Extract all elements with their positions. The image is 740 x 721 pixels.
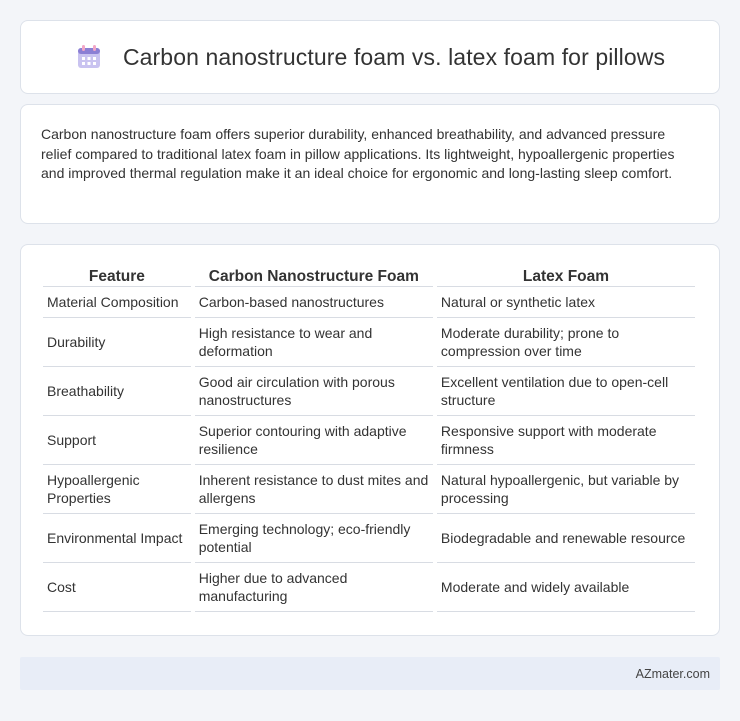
title-card: [20, 20, 720, 94]
row-carbon-value: High resistance to wear and deformation: [195, 318, 433, 367]
row-latex-value: Moderate durability; prone to compression over time: [437, 318, 695, 367]
comparison-table: [39, 265, 699, 612]
header-feature: Feature: [43, 265, 191, 287]
table-row: [43, 367, 695, 416]
row-latex-value: Natural hypoallergenic, but variable by processing: [437, 465, 695, 514]
row-latex-value: Natural or synthetic latex: [437, 287, 695, 318]
row-latex-value: Biodegradable and renewable resource: [437, 514, 695, 563]
page-title: Carbon nanostructure foam vs. latex foam for pillows: [122, 43, 666, 70]
row-feature: Support: [43, 416, 191, 465]
table-row: [43, 287, 695, 318]
header-carbon-foam: Carbon Nanostructure Foam: [195, 265, 433, 287]
table-row: [43, 416, 695, 465]
row-feature: Hypoallergenic Properties: [43, 465, 191, 514]
row-carbon-value: Carbon-based nanostructures: [195, 287, 433, 318]
row-latex-value: Excellent ventilation due to open-cell structure: [437, 367, 695, 416]
row-carbon-value: Superior contouring with adaptive resilience: [195, 416, 433, 465]
row-latex-value: Responsive support with moderate firmness: [437, 416, 695, 465]
footer-site-name: AZmater.com: [635, 666, 710, 681]
row-carbon-value: Higher due to advanced manufacturing: [195, 563, 433, 612]
calendar-grid-icon: [75, 43, 103, 71]
table-header-row: [43, 265, 695, 287]
table-row: [43, 563, 695, 612]
row-feature: Environmental Impact: [43, 514, 191, 563]
summary-card: [20, 104, 720, 224]
row-latex-value: Moderate and widely available: [437, 563, 695, 612]
comparison-table-card: [20, 244, 720, 636]
table-row: [43, 318, 695, 367]
header-latex-foam: Latex Foam: [437, 265, 695, 287]
footer-bar: [20, 657, 720, 690]
row-carbon-value: Emerging technology; eco-friendly potential: [195, 514, 433, 563]
row-carbon-value: Inherent resistance to dust mites and allergens: [195, 465, 433, 514]
row-feature: Cost: [43, 563, 191, 612]
table-row: [43, 514, 695, 563]
row-feature: Durability: [43, 318, 191, 367]
row-feature: Breathability: [43, 367, 191, 416]
table-row: [43, 465, 695, 514]
row-carbon-value: Good air circulation with porous nanostructures: [195, 367, 433, 416]
row-feature: Material Composition: [43, 287, 191, 318]
summary-text: Carbon nanostructure foam offers superior durability, enhanced breathability, and advanced pressure relief compared to traditional latex foam in pillow applications. Its lightweight, hypoallergenic properties and improved thermal regulation make it an ideal choice for ergonomic and long-lasting sleep comfort.: [41, 126, 675, 181]
